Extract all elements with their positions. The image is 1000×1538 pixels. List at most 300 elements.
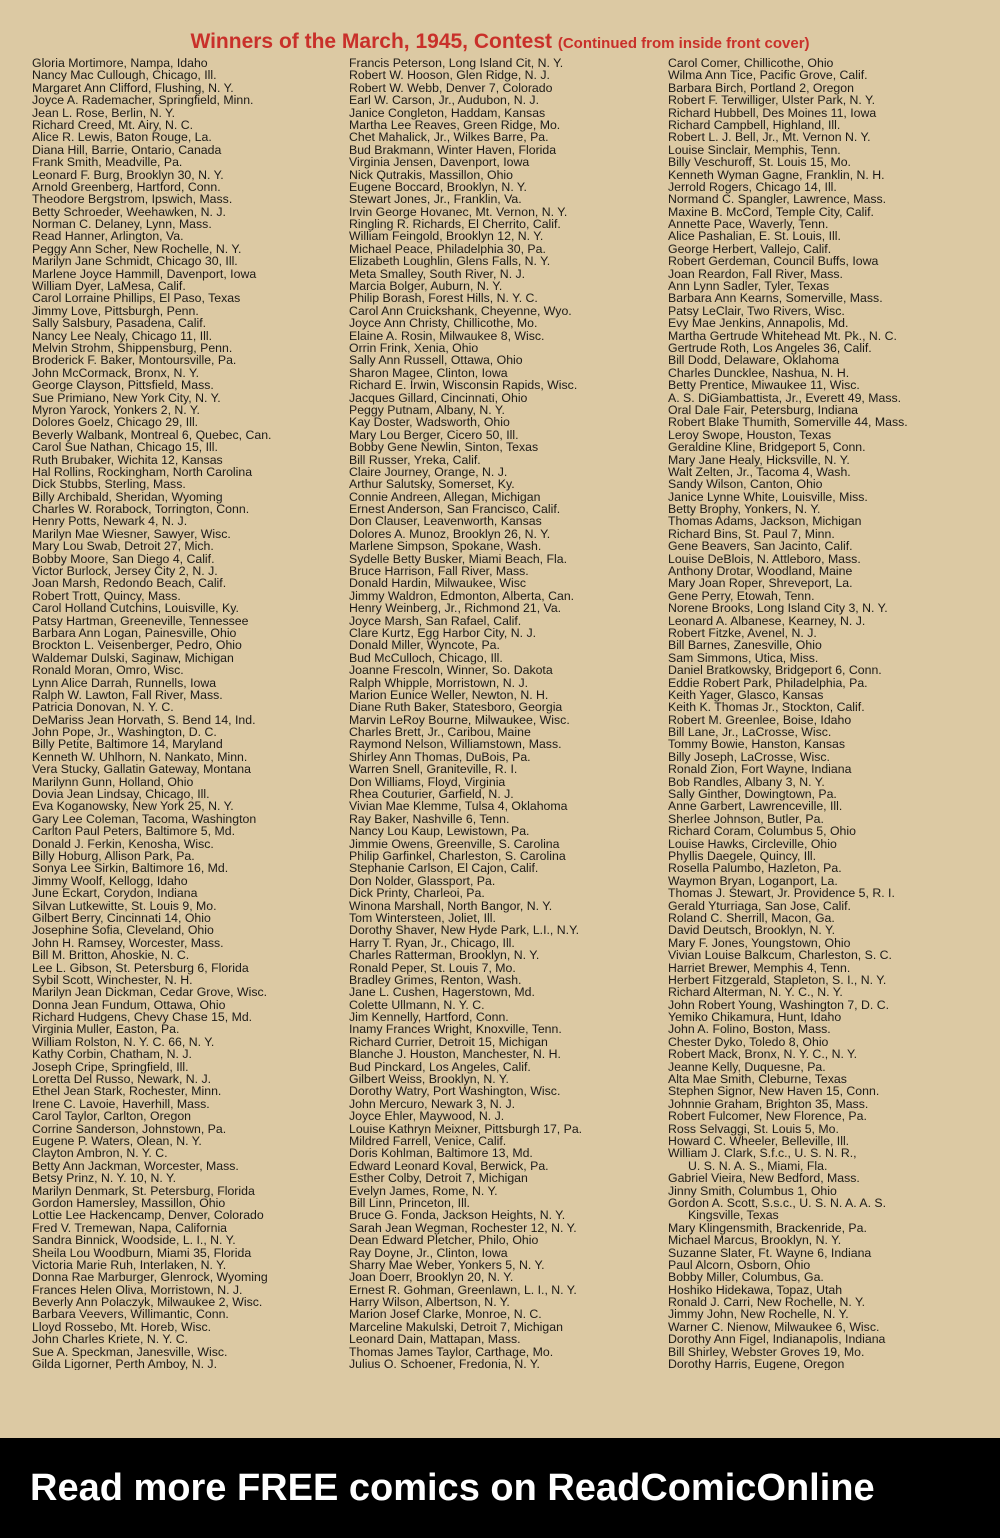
winner-entry: Dovia Jean Lindsay, Chicago, Ill. — [32, 787, 210, 802]
winner-entry: Harry T. Ryan, Jr., Chicago, Ill. — [349, 935, 515, 950]
winner-entry: Jane L. Cushen, Hagerstown, Md. — [349, 985, 535, 1000]
winner-entry: David Deutsch, Brooklyn, N. Y. — [668, 923, 835, 938]
winner-entry: Rosella Palumbo, Hazleton, Pa. — [668, 861, 842, 876]
winner-entry: Robert M. Greenlee, Boise, Idaho — [668, 712, 852, 727]
winner-entry: Ethel Jean Stark, Rochester, Minn. — [32, 1084, 222, 1099]
winner-entry: Jerrold Rogers, Chicago 14, Ill. — [668, 179, 837, 194]
winner-entry: Maxine B. McCord, Temple City, Calif. — [668, 204, 874, 219]
winner-entry: Marilyn Denmark, St. Petersburg, Florida — [32, 1183, 255, 1198]
winner-entry: Alta Mae Smith, Cleburne, Texas — [668, 1072, 847, 1087]
winner-entry: Michael Marcus, Brooklyn, N. Y. — [668, 1233, 842, 1248]
winner-entry: Richard Currier, Detroit 15, Michigan — [349, 1034, 548, 1049]
winner-entry: John Mercuro, Newark 3, N. J. — [349, 1096, 516, 1111]
winner-entry: Stephen Signor, New Haven 15, Conn. — [668, 1084, 880, 1099]
winner-entry: Joseph Cripe, Springfield, Ill. — [32, 1059, 189, 1074]
winner-entry: Richard Creed, Mt. Airy, N. C. — [32, 117, 194, 132]
winner-entry: Eddie Robert Park, Philadelphia, Pa. — [668, 675, 868, 690]
winner-entry: Raymond Nelson, Williamstown, Mass. — [349, 737, 562, 752]
winner-entry: John Charles Kriete, N. Y. C. — [32, 1332, 189, 1347]
winner-entry: Betsy Prinz, N. Y. 10, N. Y. — [32, 1171, 176, 1186]
winner-entry: Carol Lorraine Phillips, El Paso, Texas — [32, 291, 241, 306]
winner-entry: Joyce Marsh, San Rafael, Calif. — [349, 613, 522, 628]
winner-entry: Mary Klingensmith, Brackenride, Pa. — [668, 1220, 867, 1235]
winner-entry: Clayton Ambron, N. Y. C. — [32, 1146, 168, 1161]
winner-entry: Donna Jean Fundum, Ottawa, Ohio — [32, 997, 226, 1012]
winner-entry: Arnold Greenberg, Hartford, Conn. — [32, 179, 221, 194]
winner-entry: Brockton L. Veisenberger, Pedro, Ohio — [32, 638, 242, 653]
winner-entry: Alice Pashalian, E. St. Louis, Ill. — [668, 229, 841, 244]
winner-entry: Robert W. Hooson, Glen Ridge, N. J. — [349, 68, 550, 83]
winner-entry: Geraldine Kline, Bridgeport 5, Conn. — [668, 440, 866, 455]
winner-entry: Martha Gertrude Whitehead Mt. Pk., N. C. — [668, 328, 897, 343]
winner-entry: Herbert Fitzgerald, Stapleton, S. I., N. Y. — [668, 972, 887, 987]
winner-entry: U. S. N. A. S., Miami, Fla. — [688, 1158, 828, 1173]
winner-entry: Waymon Bryan, Loganport, La. — [668, 873, 838, 888]
winner-entry: Annette Pace, Waverly, Tenn. — [668, 217, 829, 232]
winner-entry: Kenneth W. Uhlhorn, N. Nankato, Minn. — [32, 749, 248, 764]
winner-entry: Broderick F. Baker, Montoursville, Pa. — [32, 353, 237, 368]
winner-entry: Janice Lynne White, Louisville, Miss. — [668, 489, 868, 504]
winner-entry: Bobby Gene Newlin, Sinton, Texas — [349, 440, 539, 455]
winner-entry: Myron Yarock, Yonkers 2, N. Y. — [32, 402, 200, 417]
winner-entry: Ronald J. Carri, New Rochelle, N. Y. — [668, 1295, 866, 1310]
winner-entry: George Herbert, Vallejo, Calif. — [668, 241, 832, 256]
winner-entry: Robert L. J. Bell, Jr., Mt. Vernon N. Y. — [668, 130, 871, 145]
winner-entry: Corrine Sanderson, Johnstown, Pa. — [32, 1121, 227, 1136]
winner-entry: John A. Folino, Boston, Mass. — [668, 1022, 831, 1037]
winners-column-3 — [668, 57, 988, 1370]
winner-entry: Jeanne Kelly, Duquesne, Pa. — [668, 1059, 826, 1074]
winner-entry: Sue Primiano, New York City, N. Y. — [32, 390, 221, 405]
winner-entry: Ruth Brubaker, Wichita 12, Kansas — [32, 452, 223, 467]
winner-entry: Jinny Smith, Columbus 1, Ohio — [668, 1183, 837, 1198]
winner-entry: Norman C. Delaney, Lynn, Mass. — [32, 217, 212, 232]
winner-entry: Johnnie Graham, Brighton 35, Mass. — [668, 1096, 869, 1111]
winner-entry: Gilbert Berry, Cincinnati 14, Ohio — [32, 910, 211, 925]
winner-entry: Richard Bins, St. Paul 7, Minn. — [668, 526, 835, 541]
winner-entry: Carol Holland Cutchins, Louisville, Ky. — [32, 601, 239, 616]
winner-entry: Gordon A. Scott, S.s.c., U. S. N. A. A. S. — [668, 1195, 887, 1210]
winner-entry: Patricia Donovan, N. Y. C. — [32, 700, 174, 715]
winner-entry: Sandy Wilson, Canton, Ohio — [668, 477, 823, 492]
winner-entry: Warren Snell, Graniteville, R. I. — [349, 762, 518, 777]
winner-entry: Louise Hawks, Circleville, Ohio — [668, 836, 837, 851]
winner-entry: Clare Kurtz, Egg Harbor City, N. J. — [349, 625, 537, 640]
winner-entry: Chet Mahalick, Jr., Wilkes Barre, Pa. — [349, 130, 549, 145]
winner-entry: Leroy Swope, Houston, Texas — [668, 427, 832, 442]
winner-entry: Gene Beavers, San Jacinto, Calif. — [668, 539, 853, 554]
winner-entry: Robert Fitzke, Avenel, N. J. — [668, 625, 817, 640]
winner-entry: Eva Koganowsky, New York 25, N. Y. — [32, 799, 234, 814]
winner-entry: Howard C. Wheeler, Belleville, Ill. — [668, 1133, 850, 1148]
winner-entry: Richard Hudgens, Chevy Chase 15, Md. — [32, 1010, 253, 1025]
winner-entry: Norene Brooks, Long Island City 3, N. Y. — [668, 601, 888, 616]
winner-entry: Thomas Adams, Jackson, Michigan — [668, 514, 862, 529]
winner-entry: Richard Campbell, Highland, Ill. — [668, 117, 841, 132]
winner-entry: Don Nolder, Glassport, Pa. — [349, 873, 496, 888]
winner-entry: Eugene Boccard, Brooklyn, N. Y. — [349, 179, 527, 194]
winner-entry: Fred V. Tremewan, Napa, California — [32, 1220, 228, 1235]
winner-entry: John Pope, Jr., Washington, D. C. — [32, 725, 217, 740]
winner-entry: Marilynn Gunn, Holland, Ohio — [32, 774, 194, 789]
winner-entry: Bill Barnes, Zanesville, Ohio — [668, 638, 822, 653]
winner-entry: Nancy Lou Kaup, Lewistown, Pa. — [349, 824, 530, 839]
winner-entry: Jimmy John, New Rochelle, N. Y. — [668, 1307, 849, 1322]
winner-entry: Tom Wintersteen, Joliet, Ill. — [349, 910, 496, 925]
winner-entry: Don Williams, Floyd, Virginia — [349, 774, 506, 789]
winner-entry: Marilyn Jean Dickman, Cedar Grove, Wisc. — [32, 985, 268, 1000]
winner-entry: Barbara Veevers, Willimantic, Conn. — [32, 1307, 229, 1322]
winner-entry: Diana Hill, Barrie, Ontario, Canada — [32, 142, 222, 157]
winner-entry: Gilbert Weiss, Brooklyn, N. Y. — [349, 1072, 509, 1087]
winner-entry: Kay Doster, Wadsworth, Ohio — [349, 415, 510, 430]
winner-entry: Meta Smalley, South River, N. J. — [349, 266, 526, 281]
winner-entry: Leonard F. Burg, Brooklyn 30, N. Y. — [32, 167, 224, 182]
winner-entry: Gertrude Roth, Los Angeles 36, Calif. — [668, 340, 872, 355]
winner-entry: Mary Jane Healy, Hicksville, N. Y. — [668, 452, 850, 467]
winner-entry: Frances Helen Oliva, Morristown, N. J. — [32, 1282, 243, 1297]
winner-entry: Ernest R. Gohman, Greenlawn, L. I., N. Y. — [349, 1282, 577, 1297]
winner-entry: Joan Reardon, Fall River, Mass. — [668, 266, 843, 281]
winner-entry: Arthur Salutsky, Somerset, Ky. — [349, 477, 515, 492]
winner-entry: Marceline Makulski, Detroit 7, Michigan — [349, 1319, 563, 1334]
winner-entry: Billy Hoburg, Allison Park, Pa. — [32, 849, 195, 863]
winner-entry: Bruce Harrison, Fall River, Mass. — [349, 564, 529, 579]
winner-entry: Dorothy Ann Figel, Indianapolis, Indiana — [668, 1332, 886, 1347]
winner-entry: Francis Peterson, Long Island Cit, N. Y. — [349, 57, 564, 70]
winner-entry: A. S. DiGiambattista, Jr., Everett 49, Mass. — [668, 390, 902, 405]
winner-entry: Louise DeBlois, N. Attleboro, Mass. — [668, 551, 861, 566]
winner-entry: Barbara Ann Kearns, Somerville, Mass. — [668, 291, 883, 306]
winner-entry: Richard Coram, Columbus 5, Ohio — [668, 824, 856, 839]
winner-entry: Mary Joan Roper, Shreveport, La. — [668, 576, 853, 591]
winner-entry: Marilyn Mae Wiesner, Sawyer, Wisc. — [32, 526, 231, 541]
winner-entry: Virginia Jensen, Davenport, Iowa — [349, 155, 530, 170]
winner-entry: Joan Marsh, Redondo Beach, Calif. — [32, 576, 227, 591]
title-subtitle: (Continued from inside front cover) — [557, 35, 810, 52]
winner-entry: Theodore Bergstrom, Ipswich, Mass. — [32, 192, 233, 207]
winner-entry: Gabriel Vieira, New Bedford, Mass. — [668, 1171, 860, 1186]
winner-entry: Ralph Whipple, Morristown, N. J. — [349, 675, 529, 690]
winner-entry: Mary F. Jones, Youngstown, Ohio — [668, 935, 851, 950]
winner-entry: Bradley Grimes, Renton, Wash. — [349, 972, 522, 987]
winner-entry: Dolores Goelz, Chicago 29, Ill. — [32, 415, 199, 430]
winner-entry: Oral Dale Fair, Petersburg, Indiana — [668, 402, 859, 417]
winner-entry: June Eckart, Corydon, Indiana — [32, 886, 198, 901]
winner-entry: Sonya Lee Sirkin, Baltimore 16, Md. — [32, 861, 229, 876]
winner-entry: Ralph W. Lawton, Fall River, Mass. — [32, 687, 223, 702]
winner-entry: Billy Petite, Baltimore 14, Maryland — [32, 737, 223, 752]
winner-entry: Billy Joseph, LaCrosse, Wisc. — [668, 749, 830, 764]
winner-entry: Donald J. Ferkin, Kenosha, Wisc. — [32, 836, 214, 851]
winner-entry: Irene C. Lavoie, Haverhill, Mass. — [32, 1096, 210, 1111]
winners-column-2 — [349, 57, 649, 1370]
winner-entry: Phyllis Daegele, Quincy, Ill. — [668, 849, 817, 863]
winner-entry: Sandra Binnick, Woodside, L. I., N. Y. — [32, 1233, 236, 1248]
winner-entry: Kenneth Wyman Gagne, Franklin, N. H. — [668, 167, 885, 182]
winner-entry: Barbara Birch, Portland 2, Oregon — [668, 80, 854, 95]
winner-entry: Bill Shirley, Webster Groves 19, Mo. — [668, 1344, 865, 1359]
winner-entry: Sally Ann Russell, Ottawa, Ohio — [349, 353, 523, 368]
winner-entry: Philip Borash, Forest Hills, N. Y. C. — [349, 291, 538, 306]
winner-entry: Lottie Lee Hackencamp, Denver, Colorado — [32, 1208, 264, 1223]
winner-entry: Blanche J. Houston, Manchester, N. H. — [349, 1047, 561, 1062]
winner-entry: Thomas J. Stewart, Jr. Providence 5, R. I. — [668, 886, 895, 901]
winner-entry: Bill Lane, Jr., LaCrosse, Wisc. — [668, 725, 832, 740]
winner-entry: Jimmy Love, Pittsburgh, Penn. — [32, 303, 199, 318]
winner-entry: Gary Lee Coleman, Tacoma, Washington — [32, 811, 257, 826]
winner-entry: Lloyd Rossebo, Mt. Horeb, Wisc. — [32, 1319, 212, 1334]
winner-entry: Dick Printy, Charleoi, Pa. — [349, 886, 485, 901]
winner-entry: Robert Fulcomer, New Florence, Pa. — [668, 1109, 867, 1124]
winner-entry: Walt Zelten, Jr., Tacoma 4, Wash. — [668, 464, 851, 479]
winner-entry: Sydelle Betty Busker, Miami Beach, Fla. — [349, 551, 568, 566]
winner-entry: Carol Sue Nathan, Chicago 15, Ill. — [32, 440, 218, 455]
winner-entry: Rhea Couturier, Garfield, N. J. — [349, 787, 514, 802]
winner-entry: Marvin LeRoy Bourne, Milwaukee, Wisc. — [349, 712, 570, 727]
winner-entry: Bob Randles, Albany 3, N. Y. — [668, 774, 825, 789]
winner-entry: Bud Brakmann, Winter Haven, Florida — [349, 142, 557, 157]
winner-entry: Marion Josef Clarke, Monroe, N. C. — [349, 1307, 542, 1322]
winner-entry: Joan Doerr, Brooklyn 20, N. Y. — [349, 1270, 514, 1285]
winner-entry: Vera Stucky, Gallatin Gateway, Montana — [32, 762, 251, 777]
winner-entry: Mary Lou Swab, Detroit 27, Mich. — [32, 539, 214, 554]
winner-entry: Ross Selvaggi, St. Louis 5, Mo. — [668, 1121, 839, 1136]
winner-entry: Martha Lee Reaves, Green Ridge, Mo. — [349, 117, 561, 132]
winner-entry: Charles Brett, Jr., Caribou, Maine — [349, 725, 531, 740]
winner-entry: Shirley Ann Thomas, DuBois, Pa. — [349, 749, 531, 764]
winners-column-1 — [32, 57, 332, 1370]
winner-entry: Ann Lynn Sadler, Tyler, Texas — [668, 279, 830, 294]
winner-entry: Richard Hubbell, Des Moines 11, Iowa — [668, 105, 877, 120]
winner-entry: Keith Yager, Glasco, Kansas — [668, 687, 824, 702]
winner-entry: Peggy Ann Scher, New Rochelle, N. Y. — [32, 241, 242, 256]
winner-entry: Barbara Ann Logan, Painesville, Ohio — [32, 625, 237, 640]
winner-entry: Harry Wilson, Albertson, N. Y. — [349, 1295, 510, 1310]
winner-entry: William Feingold, Brooklyn 12, N. Y. — [349, 229, 544, 244]
winner-entry: Dorothy Watry, Port Washington, Wisc. — [349, 1084, 561, 1099]
winner-entry: Doris Kohlman, Baltimore 13, Md. — [349, 1146, 533, 1161]
winner-entry: Peggy Putnam, Albany, N. Y. — [349, 402, 505, 417]
winner-entry: John Robert Young, Washington 7, D. C. — [668, 997, 890, 1012]
winner-entry: Inamy Frances Wright, Knoxville, Tenn. — [349, 1022, 562, 1037]
winner-entry: Nancy Mac Cullough, Chicago, Ill. — [32, 68, 217, 83]
winner-entry: Kingsville, Texas — [688, 1208, 779, 1223]
winner-entry: Carol Ann Cruickshank, Cheyenne, Wyo. — [349, 303, 572, 318]
winner-entry: Dolores A. Munoz, Brooklyn 26, N. Y. — [349, 526, 551, 541]
winner-entry: Mary Lou Berger, Cicero 50, Ill. — [349, 427, 519, 442]
winner-entry: Ray Baker, Nashville 6, Tenn. — [349, 811, 510, 826]
winner-entry: Joyce Ann Christy, Chillicothe, Mo. — [349, 316, 538, 331]
winner-entry: Ronald Moran, Omro, Wisc. — [32, 663, 184, 678]
winner-entry: Read Hanner, Arlington, Va. — [32, 229, 184, 244]
winner-entry: Gordon Hamersley, Massillon, Ohio — [32, 1195, 226, 1210]
winner-entry: Philip Garfinkel, Charleston, S. Carolina — [349, 849, 566, 863]
winner-entry: Richard E. Irwin, Wisconsin Rapids, Wisc. — [349, 378, 578, 393]
winner-entry: William J. Clark, S.f.c., U. S. N. R., — [668, 1146, 857, 1161]
winner-entry: Dick Stubbs, Sterling, Mass. — [32, 477, 186, 492]
winner-entry: Bill Linn, Princeton, Ill. — [349, 1195, 470, 1210]
winner-entry: Robert Mack, Bronx, N. Y. C., N. Y. — [668, 1047, 858, 1062]
winner-entry: Dorothy Harris, Eugene, Oregon — [668, 1357, 845, 1371]
winner-entry: Robert Trott, Quincy, Mass. — [32, 588, 181, 603]
winner-entry: Henry Potts, Newark 4, N. J. — [32, 514, 188, 529]
winner-entry: Jacques Gillard, Cincinnati, Ohio — [349, 390, 528, 405]
winner-entry: Betty Schroeder, Weehawken, N. J. — [32, 204, 226, 219]
winner-entry: Jimmy Woolf, Kellogg, Idaho — [32, 873, 188, 888]
winner-entry: Keith K. Thomas Jr., Stockton, Calif. — [668, 700, 865, 715]
winner-entry: Robert W. Webb, Denver 7, Colorado — [349, 80, 553, 95]
winner-entry: Julius O. Schoener, Fredonia, N. Y. — [349, 1357, 540, 1371]
winner-entry: Jimmy Waldron, Edmonton, Alberta, Can. — [349, 588, 575, 603]
winner-entry: Margaret Ann Clifford, Flushing, N. Y. — [32, 80, 234, 95]
winner-entry: Wilma Ann Tice, Pacific Grove, Calif. — [668, 68, 868, 83]
winner-entry: Chester Dyko, Toledo 8, Ohio — [668, 1034, 829, 1049]
winner-entry: Sherlee Johnson, Butler, Pa. — [668, 811, 824, 826]
winner-entry: Bill Dodd, Delaware, Oklahoma — [668, 353, 839, 368]
winner-entry: Irvin George Hovanec, Mt. Vernon, N. Y. — [349, 204, 568, 219]
winner-entry: DeMariss Jean Horvath, S. Bend 14, Ind. — [32, 712, 256, 727]
winner-entry: Elaine A. Rosin, Milwaukee 8, Wisc. — [349, 328, 545, 343]
winner-entry: John H. Ramsey, Worcester, Mass. — [32, 935, 224, 950]
winner-entry: Anthony Drotar, Woodland, Maine — [668, 564, 853, 579]
winner-entry: Joyce Ehler, Maywood, N. J. — [349, 1109, 505, 1124]
footer-banner — [0, 1438, 1000, 1538]
winner-entry: Marlene Simpson, Spokane, Wash. — [349, 539, 542, 554]
winner-entry: Harriet Brewer, Memphis 4, Tenn. — [668, 960, 851, 975]
winner-entry: Charles W. Rorabock, Torrington, Conn. — [32, 502, 250, 517]
winner-entry: Henry Weinberg, Jr., Richmond 21, Va. — [349, 601, 562, 616]
winner-entry: Roland C. Sherrill, Macon, Ga. — [668, 910, 835, 925]
winner-entry: Charles Ratterman, Brooklyn, N. Y. — [349, 948, 540, 963]
winner-entry: Hal Rollins, Rockingham, North Carolina — [32, 464, 253, 479]
winner-entry: Beverly Walbank, Montreal 6, Quebec, Can. — [32, 427, 272, 442]
winner-entry: Billy Veschuroff, St. Louis 15, Mo. — [668, 155, 851, 170]
winner-entry: William Dyer, LaMesa, Calif. — [32, 279, 186, 294]
winner-entry: Nancy Lee Nealy, Chicago 11, Ill. — [32, 328, 212, 343]
winner-entry: Stewart Jones, Jr., Franklin, Va. — [349, 192, 522, 207]
winner-entry: Marilyn Jane Schmidt, Chicago 30, Ill. — [32, 254, 238, 269]
winner-entry: Gloria Mortimore, Nampa, Idaho — [32, 57, 208, 70]
winner-entry: Orrin Frink, Xenia, Ohio — [349, 340, 479, 355]
winner-entry: Normand C. Spangler, Lawrence, Mass. — [668, 192, 887, 207]
winner-entry: Carol Comer, Chillicothe, Ohio — [668, 57, 834, 70]
winner-entry: Evelyn James, Rome, N. Y. — [349, 1183, 498, 1198]
winner-entry: Louise Kathryn Meixner, Pittsburgh 17, Pa. — [349, 1121, 583, 1136]
winner-entry: Suzanne Slater, Ft. Wayne 6, Indiana — [668, 1245, 872, 1260]
winner-entry: Eugene P. Waters, Olean, N. Y. — [32, 1133, 202, 1148]
winner-entry: Mildred Farrell, Venice, Calif. — [349, 1133, 507, 1148]
winner-entry: Anne Garbert, Lawrenceville, Ill. — [668, 799, 843, 814]
winner-entry: Victoria Marie Ruh, Interlaken, N. Y. — [32, 1257, 227, 1272]
winner-entry: Betty Ann Jackman, Worcester, Mass. — [32, 1158, 239, 1173]
winner-entry: Sharon Magee, Clinton, Iowa — [349, 365, 508, 380]
winner-entry: Virginia Muller, Easton, Pa. — [32, 1022, 180, 1037]
winner-entry: Loretta Del Russo, Newark, N. J. — [32, 1072, 212, 1087]
winner-entry: Carlton Paul Peters, Baltimore 5, Md. — [32, 824, 235, 839]
winner-entry: Victor Burlock, Jersey City 2, N. J. — [32, 564, 218, 579]
winner-entry: Waldemar Dulski, Saginaw, Michigan — [32, 650, 234, 665]
winner-entry: Marlene Joyce Hammill, Davenport, Iowa — [32, 266, 257, 281]
winner-entry: Bud Pinckard, Los Angeles, Calif. — [349, 1059, 531, 1074]
winner-entry: Sharry Mae Weber, Yonkers 5, N. Y. — [349, 1257, 545, 1272]
winner-entry: Sally Salsbury, Pasadena, Calif. — [32, 316, 207, 331]
winner-entry: William Rolston, N. Y. C. 66, N. Y. — [32, 1034, 215, 1049]
winner-entry: Lee L. Gibson, St. Petersburg 6, Florida — [32, 960, 249, 975]
winner-entry: George Clayson, Pittsfield, Mass. — [32, 378, 214, 393]
winner-entry: Louise Sinclair, Memphis, Tenn. — [668, 142, 841, 157]
winner-entry: Edward Leonard Koval, Berwick, Pa. — [349, 1158, 549, 1173]
winner-entry: Silvan Lutkewitte, St. Louis 9, Mo. — [32, 898, 217, 913]
winner-entry: Jimmie Owens, Greenville, S. Carolina — [349, 836, 560, 851]
winner-entry: Dorothy Shaver, New Hyde Park, L.I., N.Y. — [349, 923, 580, 938]
winner-entry: Sam Simmons, Utica, Miss. — [668, 650, 819, 665]
winner-entry: Sybil Scott, Winchester, N. H. — [32, 972, 193, 987]
winner-entry: Billy Archibald, Sheridan, Wyoming — [32, 489, 223, 504]
title-main: Winners of the March, 1945, Contest — [190, 30, 553, 53]
winner-entry: Vivian Mae Klemme, Tulsa 4, Oklahoma — [349, 799, 568, 814]
winner-entry: Diane Ruth Baker, Statesboro, Georgia — [349, 700, 563, 715]
winner-entry: Bud McCulloch, Chicago, Ill. — [349, 650, 503, 665]
winner-entry: Marion Eunice Weller, Newton, N. H. — [349, 687, 549, 702]
winner-entry: Robert Gerdeman, Council Buffs, Iowa — [668, 254, 879, 269]
winner-entry: John McCormack, Bronx, N. Y. — [32, 365, 199, 380]
winner-entry: Bobby Moore, San Diego 4, Calif. — [32, 551, 215, 566]
winner-entry: Ronald Peper, St. Louis 7, Mo. — [349, 960, 516, 975]
winner-entry: Melvin Strohm, Shippensburg, Penn. — [32, 340, 233, 355]
winner-entry: Robert Blake Thumith, Somerville 44, Mass. — [668, 415, 908, 430]
page-title — [0, 30, 1000, 54]
winner-entry: Betty Prentice, Miwaukee 11, Wisc. — [668, 378, 860, 393]
winner-entry: Charles Duncklee, Nashua, N. H. — [668, 365, 850, 380]
winner-entry: Beverly Ann Polaczyk, Milwaukee 2, Wisc. — [32, 1295, 263, 1310]
winner-entry: Don Clauser, Leavenworth, Kansas — [349, 514, 542, 529]
winner-entry: Bruce G. Fonda, Jackson Heights, N. Y. — [349, 1208, 566, 1223]
winner-entry: Ray Doyne, Jr., Clinton, Iowa — [349, 1245, 508, 1260]
winner-entry: Dean Edward Pletcher, Philo, Ohio — [349, 1233, 539, 1248]
winner-entry: Esther Colby, Detroit 7, Michigan — [349, 1171, 528, 1186]
winner-entry: Elizabeth Loughlin, Glens Falls, N. Y. — [349, 254, 551, 269]
winner-entry: Michael Peace, Philadelphia 30, Pa. — [349, 241, 546, 256]
winner-entry: Sarah Jean Wegman, Rochester 12, N. Y. — [349, 1220, 577, 1235]
winner-entry: Vivian Louise Balkcum, Charleston, S. C. — [668, 948, 892, 963]
winner-entry: Kathy Corbin, Chatham, N. J. — [32, 1047, 192, 1062]
winner-entry: Sally Ginther, Dowingtown, Pa. — [668, 787, 837, 802]
winner-entry: Lynn Alice Darrah, Runnells, Iowa — [32, 675, 217, 690]
footer-banner-text: Read more FREE comics on ReadComicOnline — [30, 1467, 875, 1509]
winner-entry: Betty Brophy, Yonkers, N. Y. — [668, 502, 821, 517]
winner-entry: Ernest Anderson, San Francisco, Calif. — [349, 502, 561, 517]
winner-entry: Ronald Zion, Fort Wayne, Indiana — [668, 762, 852, 777]
winner-entry: Paul Alcorn, Osborn, Ohio — [668, 1257, 811, 1272]
winner-entry: Warner C. Nienow, Milwaukee 6, Wisc. — [668, 1319, 880, 1334]
winner-entry: Patsy LeClair, Two Rivers, Wisc. — [668, 303, 845, 318]
winner-entry: Thomas James Taylor, Carthage, Mo. — [349, 1344, 554, 1359]
winner-entry: Yemiko Chikamura, Hunt, Idaho — [668, 1010, 842, 1025]
winner-entry: Nick Qutrakis, Massillon, Ohio — [349, 167, 514, 182]
winner-entry: Gene Perry, Etowah, Tenn. — [668, 588, 815, 603]
winner-entry: Earl W. Carson, Jr., Audubon, N. J. — [349, 93, 540, 108]
winner-entry: Claire Journey, Orange, N. J. — [349, 464, 508, 479]
winner-entry: Richard Alterman, N. Y. C., N. Y. — [668, 985, 843, 1000]
winner-entry: Josephine Sofia, Cleveland, Ohio — [32, 923, 214, 938]
winner-entry: Bobby Miller, Columbus, Ga. — [668, 1270, 824, 1285]
winner-entry: Leonard A. Albanese, Kearney, N. J. — [668, 613, 866, 628]
winner-entry: Sue A. Speckman, Janesville, Wisc. — [32, 1344, 228, 1359]
winner-entry: Sheila Lou Woodburn, Miami 35, Florida — [32, 1245, 252, 1260]
winner-entry: Bill M. Britton, Ahoskie, N. C. — [32, 948, 190, 963]
winner-entry: Donald Miller, Wyncote, Pa. — [349, 638, 500, 653]
